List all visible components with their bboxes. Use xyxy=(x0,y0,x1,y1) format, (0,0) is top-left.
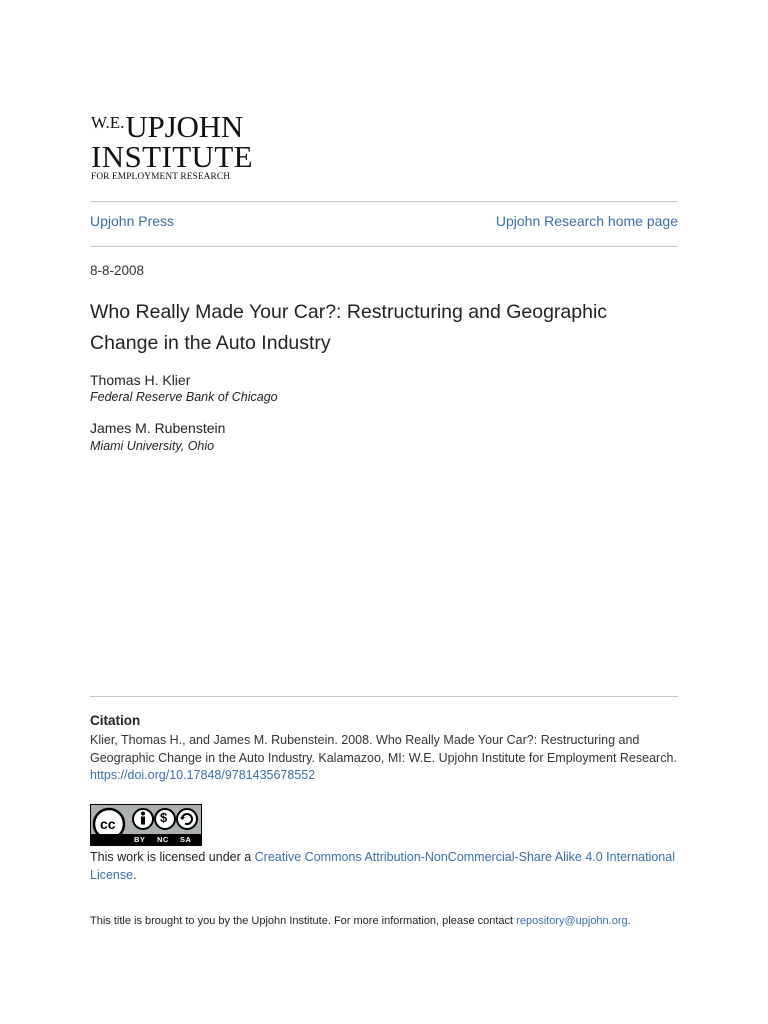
upjohn-research-home-link[interactable]: Upjohn Research home page xyxy=(495,213,678,229)
document-title: Who Really Made Your Car?: Restructuring and Geographic Change in the Auto Industry xyxy=(90,301,608,354)
citation-text: Klier, Thomas H., and James M. Rubenstein. 2008. Who Really Made Your Car?: Restructuring and Geographic Change in the Auto Industry. Kalamazoo, MI: W.E. Upjohn Institute for Employment Research. xyxy=(90,733,677,765)
cc-badge-nc: NC xyxy=(157,835,169,844)
logo-we: W.E. xyxy=(91,113,125,132)
cc-badge-label-bar xyxy=(91,834,201,845)
license-prefix: This work is licensed under a xyxy=(90,850,255,864)
doi-link[interactable]: https://doi.org/10.17848/9781435678552 xyxy=(90,768,316,782)
publication-date: 8-8-2008 xyxy=(90,263,145,278)
author-affiliation: Federal Reserve Bank of Chicago xyxy=(90,390,278,404)
cc-badge-by: BY xyxy=(134,835,146,844)
top-divider xyxy=(90,201,678,202)
upjohn-press-link[interactable]: Upjohn Press xyxy=(90,213,175,229)
footer-note xyxy=(90,915,631,927)
noncommercial-icon: $ xyxy=(160,810,168,825)
citation-divider xyxy=(90,696,678,697)
footer-suffix: . xyxy=(627,915,631,927)
upjohn-institute-logo xyxy=(91,108,261,180)
cc-logo-text: cc xyxy=(100,816,116,832)
cc-license-link[interactable]: Creative Commons Attribution-NonCommercial-Share Alike 4.0 International License xyxy=(90,850,675,882)
logo-line-upjohn xyxy=(91,108,261,142)
citation-heading: Citation xyxy=(90,713,141,728)
repository-email-link[interactable]: repository@upjohn.org xyxy=(516,915,628,927)
license-suffix: . xyxy=(133,867,137,882)
license-statement xyxy=(90,849,690,884)
cc-by-nc-sa-badge[interactable] xyxy=(90,804,202,846)
author-name: Thomas H. Klier xyxy=(90,372,191,388)
logo-line-subtitle: FOR EMPLOYMENT RESEARCH xyxy=(91,172,231,182)
author-name: James M. Rubenstein xyxy=(90,420,226,436)
logo-line-institute: INSTITUTE xyxy=(91,139,254,174)
footer-prefix: This title is brought to you by the Upjohn Institute. For more information, please contact xyxy=(90,915,517,927)
logo-upjohn: UPJOHN xyxy=(125,109,244,144)
citation-block xyxy=(90,732,690,785)
nav-divider xyxy=(90,246,678,247)
cc-badge-sa: SA xyxy=(180,835,192,844)
author-affiliation: Miami University, Ohio xyxy=(90,439,215,453)
